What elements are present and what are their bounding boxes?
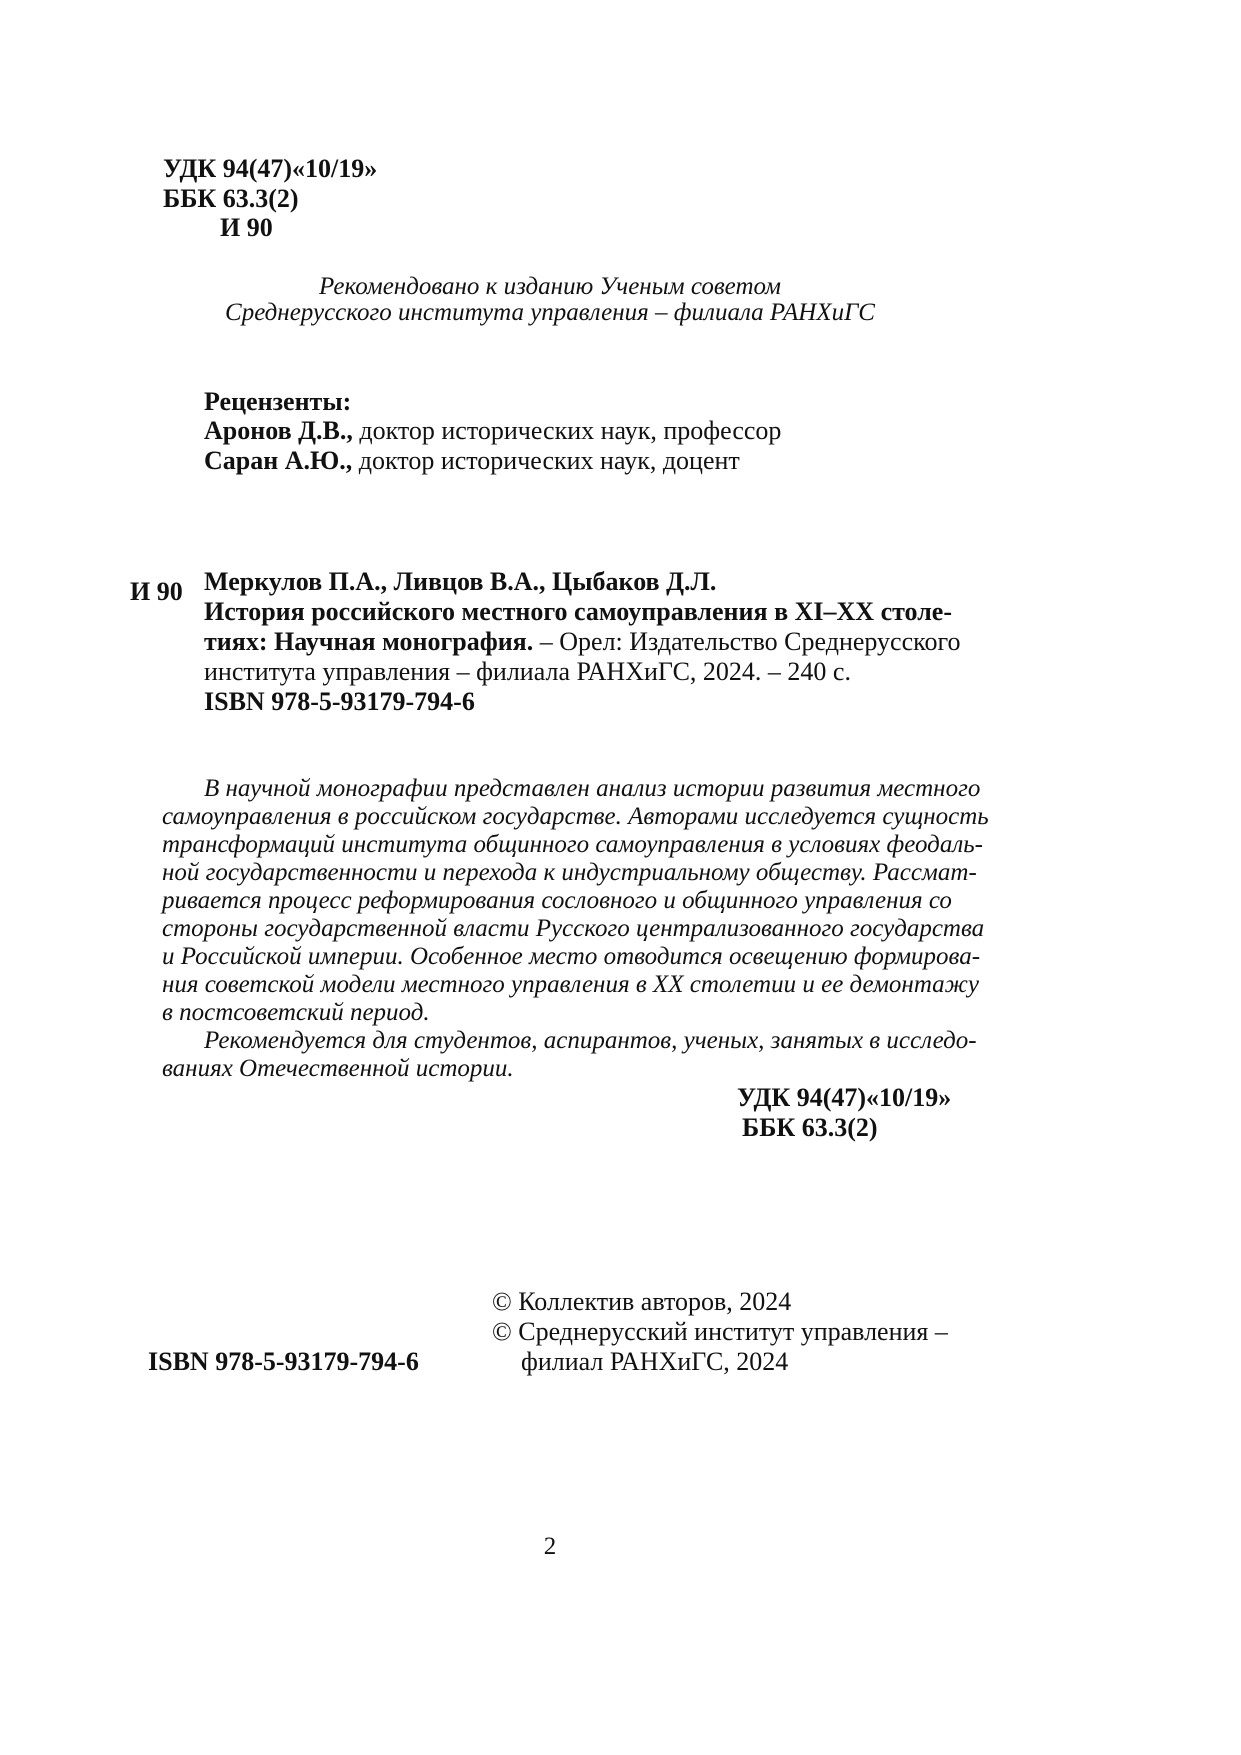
reviewers-heading: Рецензенты: — [204, 387, 352, 416]
copyright-institute: © Среднерусский институт управления – — [492, 1317, 948, 1346]
recommendation-line-1: Рекомендовано к изданию Ученым советом — [318, 273, 781, 300]
bib-title-line-1: История российского местного самоуправления в XI–XX столе- — [204, 597, 952, 626]
bbk-code-bottom: ББК 63.3(2) — [742, 1113, 878, 1142]
recommend-line-2: ваниях Отечественной истории. — [162, 1055, 514, 1082]
reviewer-2-name: Саран А.Ю., — [204, 446, 353, 475]
bib-title-line-2 — [204, 626, 960, 658]
annotation-line-8: ния советской модели местного управления в XX столетии и ее демонтажу — [162, 971, 980, 998]
annotation-line-1: В научной монографии представлен анализ истории развития местного — [204, 775, 981, 802]
annotation-line-7: и Российской империи. Особенное место отводится освещению формирова- — [162, 943, 981, 970]
annotation-line-9: в постсоветский период. — [162, 999, 430, 1026]
bbk-code-top: ББК 63.3(2) — [163, 184, 299, 213]
reviewer-1-name: Аронов Д.В., — [204, 416, 353, 445]
copyright-authors: © Коллектив авторов, 2024 — [492, 1287, 792, 1316]
annotation-line-3: трансформаций института общинного самоуправления в условиях феодаль- — [162, 831, 983, 858]
bib-author-mark: И 90 — [130, 577, 183, 606]
copyright-institute-cont: филиал РАНХиГС, 2024 — [521, 1347, 789, 1376]
recommend-line-1: Рекомендуется для студентов, аспирантов, ученых, занятых в исследо- — [204, 1027, 977, 1054]
reviewer-1-title: доктор исторических наук, профессор — [352, 416, 782, 445]
reviewer-2 — [204, 445, 740, 477]
recommendation-line-2: Среднерусского института управления – филиала РАНХиГС — [225, 299, 875, 326]
bib-isbn: ISBN 978-5-93179-794-6 — [204, 687, 475, 716]
bib-authors: Меркулов П.А., Ливцов В.А., Цыбаков Д.Л. — [204, 567, 717, 596]
bib-title-end: тиях: Научная монография. — [204, 627, 534, 656]
reviewer-1 — [204, 415, 781, 447]
annotation-line-5: ривается процесс реформирования сословного и общинного управления со — [162, 887, 952, 914]
annotation-line-4: ной государственности и перехода к индустриальному обществу. Рассмат- — [162, 859, 977, 886]
reviewer-2-title: доктор исторических наук, доцент — [352, 446, 740, 475]
author-mark-top: И 90 — [220, 213, 273, 242]
bib-publisher-line: института управления – филиала РАНХиГС, 2024. – 240 с. — [204, 657, 851, 686]
udk-code-top: УДК 94(47)«10/19» — [163, 154, 378, 183]
udk-code-bottom: УДК 94(47)«10/19» — [737, 1083, 952, 1112]
annotation-line-6: стороны государственной власти Русского централизованного государства — [162, 915, 985, 942]
page-number: 2 — [543, 1533, 557, 1560]
annotation-line-2: самоуправления в российском государстве. Авторами исследуется сущность — [162, 803, 989, 830]
bib-publisher-start: – Орел: Издательство Среднерусского — [533, 627, 961, 656]
isbn-bottom: ISBN 978-5-93179-794-6 — [148, 1347, 419, 1376]
